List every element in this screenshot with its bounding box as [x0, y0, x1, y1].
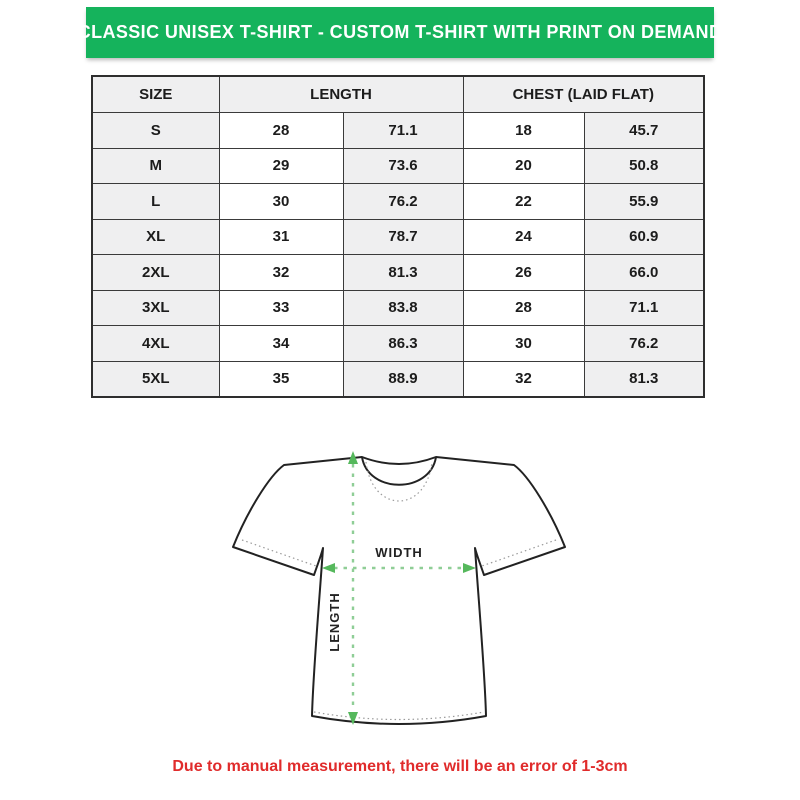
table-row: [92, 219, 704, 255]
length-in-cell: 34: [219, 326, 343, 362]
chest-in-cell: 18: [463, 113, 584, 149]
tshirt-outline-icon: [233, 457, 565, 724]
chest-cm-cell: 60.9: [584, 219, 704, 255]
table-row: [92, 290, 704, 326]
chest-in-cell: 20: [463, 148, 584, 184]
table-row: [92, 184, 704, 220]
size-cell: 2XL: [92, 255, 219, 291]
size-cell: L: [92, 184, 219, 220]
chest-cm-cell: 66.0: [584, 255, 704, 291]
chest-cm-cell: 45.7: [584, 113, 704, 149]
table-row: [92, 326, 704, 362]
chest-cm-cell: 50.8: [584, 148, 704, 184]
table-row: [92, 148, 704, 184]
length-label: LENGTH: [327, 592, 342, 652]
length-cm-cell: 73.6: [343, 148, 463, 184]
length-in-cell: 31: [219, 219, 343, 255]
product-title: CLASSIC UNISEX T-SHIRT - CUSTOM T-SHIRT WITH PRINT ON DEMAND: [77, 22, 723, 42]
chest-cm-cell: 71.1: [584, 290, 704, 326]
width-label: WIDTH: [375, 545, 423, 560]
length-cm-cell: 88.9: [343, 361, 463, 397]
column-header-length: LENGTH: [219, 76, 463, 113]
chest-cm-cell: 55.9: [584, 184, 704, 220]
size-cell: 5XL: [92, 361, 219, 397]
column-header-chest: CHEST (LAID FLAT): [463, 76, 704, 113]
size-cell: S: [92, 113, 219, 149]
tshirt-diagram-svg: [211, 444, 587, 744]
table-row: [92, 361, 704, 397]
size-chart-table: [91, 75, 705, 398]
length-in-cell: 30: [219, 184, 343, 220]
length-cm-cell: 81.3: [343, 255, 463, 291]
length-in-cell: 29: [219, 148, 343, 184]
length-in-cell: 35: [219, 361, 343, 397]
length-in-cell: 28: [219, 113, 343, 149]
chest-in-cell: 24: [463, 219, 584, 255]
length-cm-cell: 83.8: [343, 290, 463, 326]
length-in-cell: 33: [219, 290, 343, 326]
tshirt-measurement-diagram: [211, 444, 587, 744]
chest-in-cell: 30: [463, 326, 584, 362]
column-header-size: SIZE: [92, 76, 219, 113]
size-cell: M: [92, 148, 219, 184]
table-header-row: [92, 76, 704, 113]
length-cm-cell: 76.2: [343, 184, 463, 220]
length-cm-cell: 71.1: [343, 113, 463, 149]
table-row: [92, 113, 704, 149]
size-cell: 3XL: [92, 290, 219, 326]
length-cm-cell: 78.7: [343, 219, 463, 255]
chest-cm-cell: 76.2: [584, 326, 704, 362]
chest-in-cell: 32: [463, 361, 584, 397]
chest-in-cell: 26: [463, 255, 584, 291]
measurement-note: Due to manual measurement, there will be an error of 1-3cm: [172, 758, 628, 775]
table-row: [92, 255, 704, 291]
chest-in-cell: 28: [463, 290, 584, 326]
chest-in-cell: 22: [463, 184, 584, 220]
size-cell: 4XL: [92, 326, 219, 362]
length-in-cell: 32: [219, 255, 343, 291]
chest-cm-cell: 81.3: [584, 361, 704, 397]
size-cell: XL: [92, 219, 219, 255]
length-cm-cell: 86.3: [343, 326, 463, 362]
product-title-banner: [77, 7, 723, 58]
